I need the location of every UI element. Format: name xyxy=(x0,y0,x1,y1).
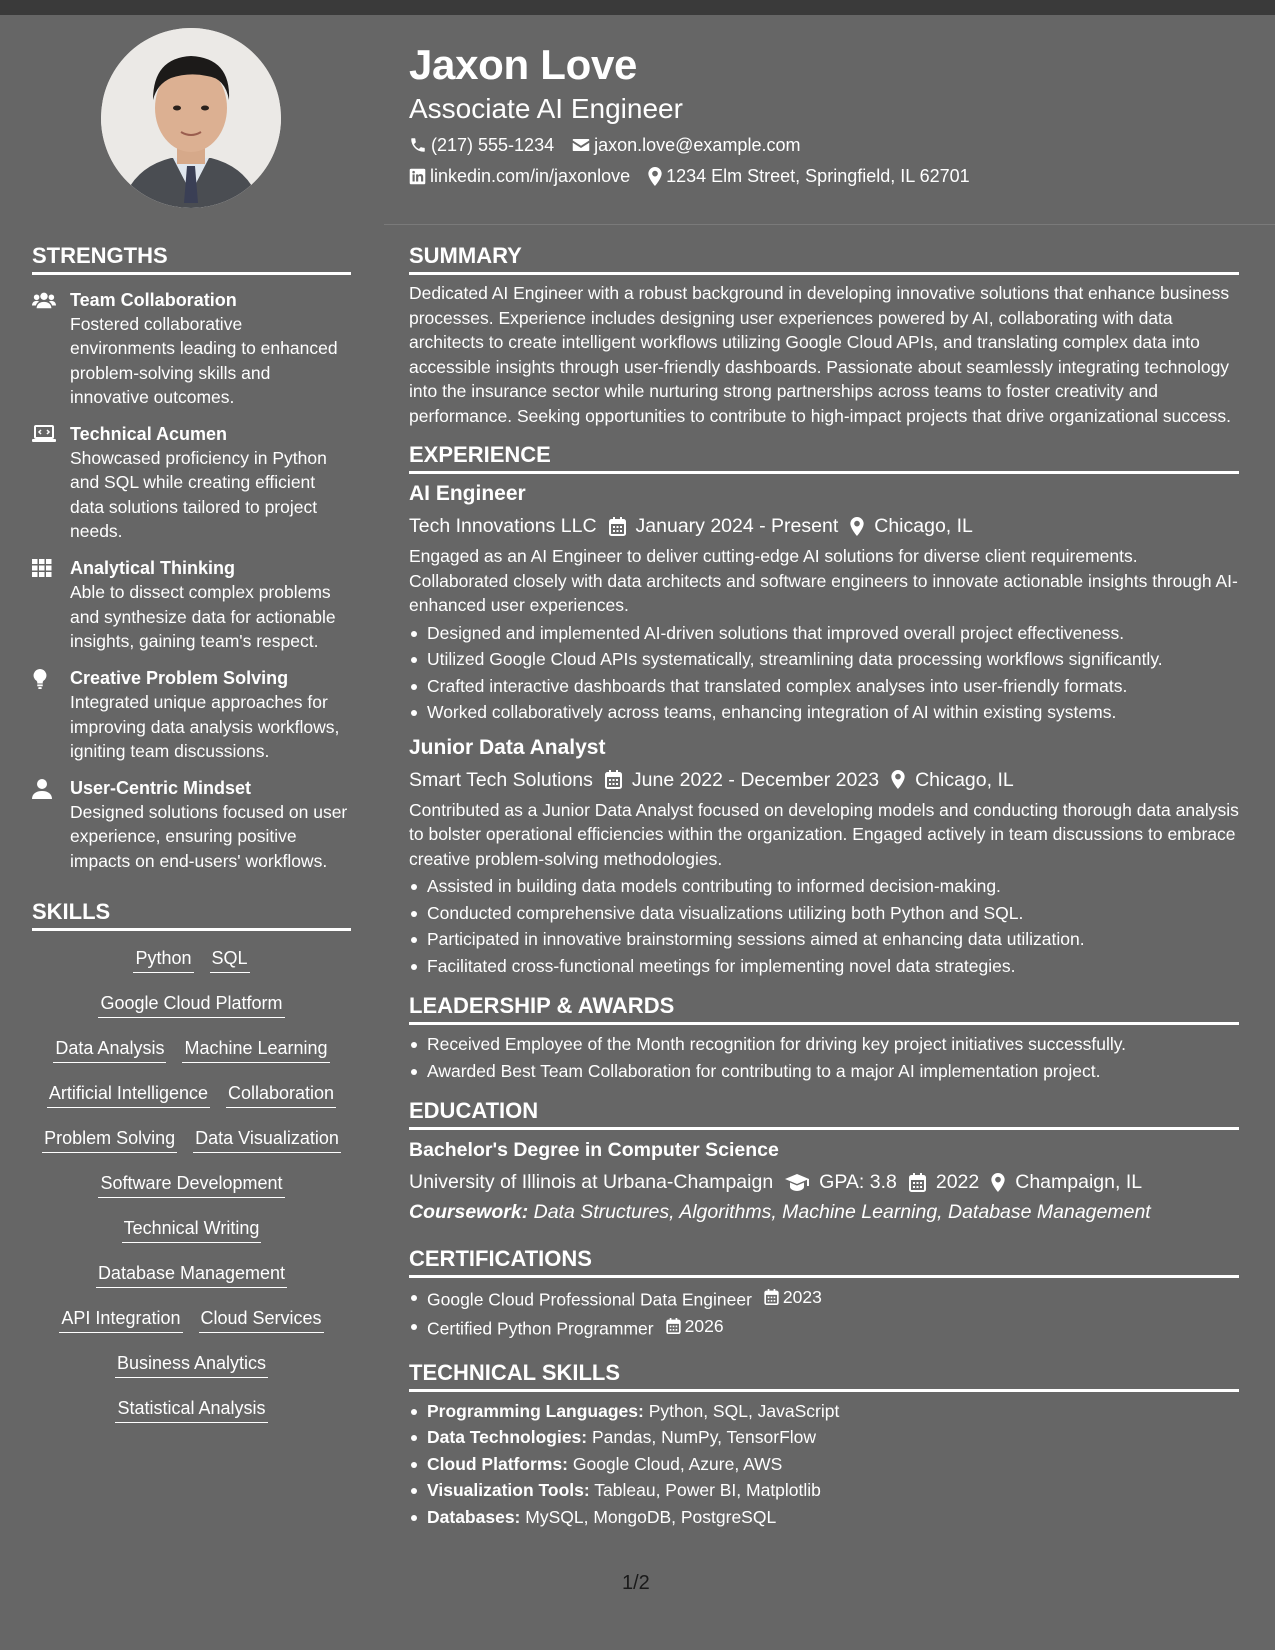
coursework-list: Data Structures, Algorithms, Machine Learning, Database Management xyxy=(533,1201,1151,1223)
strength-item xyxy=(32,288,351,409)
linkedin-text: linkedin.com/in/jaxonlove xyxy=(430,166,631,186)
graduation-year: 2022 xyxy=(935,1171,980,1193)
job-title: AI Engineer xyxy=(409,482,526,505)
phone-text: (217) 555-1234 xyxy=(431,135,555,155)
education-meta xyxy=(409,1168,1239,1196)
tech-skill-label: Cloud Platforms: xyxy=(427,1453,568,1474)
strength-description: Designed solutions focused on user experience, ensuring positive impacts on end-users' workflows. xyxy=(70,802,348,871)
calendar-icon xyxy=(764,1289,779,1305)
left-column xyxy=(32,243,351,1432)
calendar-icon xyxy=(909,1173,926,1192)
skill-tag: Collaboration xyxy=(226,1081,336,1108)
strength-description: Able to dissect complex problems and synthesize data for actionable insights, gaining team's respect. xyxy=(70,582,336,651)
skill-tag: Cloud Services xyxy=(199,1306,324,1333)
list-item xyxy=(409,1451,1239,1478)
leadership-heading: LEADERSHIP & AWARDS xyxy=(409,993,1239,1025)
list-item xyxy=(409,1477,1239,1504)
skill-tag: API Integration xyxy=(59,1306,182,1333)
gpa: GPA: 3.8 xyxy=(819,1171,897,1193)
skill-tag: Technical Writing xyxy=(122,1216,262,1243)
list-item: Participated in innovative brainstorming sessions aimed at enhancing data utilization. xyxy=(409,926,1239,953)
list-item: Facilitated cross-functional meetings for implementing novel data strategies. xyxy=(409,953,1239,980)
skill-tag: Data Analysis xyxy=(53,1036,166,1063)
job-meta xyxy=(409,512,1239,540)
phone-icon xyxy=(409,136,427,154)
linkedin-contact[interactable] xyxy=(409,165,630,187)
leadership-list xyxy=(409,1031,1239,1084)
skill-tag: Statistical Analysis xyxy=(115,1396,267,1423)
cert-year: 2023 xyxy=(782,1287,822,1307)
strength-description: Showcased proficiency in Python and SQL while creating efficient data solutions tailored to project needs. xyxy=(70,448,327,542)
right-column xyxy=(409,243,1239,1530)
job-description: Contributed as a Junior Data Analyst focused on developing models and conducting thorough data analysis to bolster operational efficiencies within the organization. Engaged actively in team discussions to embrace creative problem-solving methodologies. xyxy=(409,799,1239,869)
summary-text: Dedicated AI Engineer with a robust background in developing innovative solutions that enhance business processes. Experience includes designing user experiences powered by AI, collaborating with data architects to create intelligent workflows utilizing Google Cloud APIs, and translating complex data into accessible insights through user-friendly dashboards. Passionate about seamlessly integrating technology into the insurance sector while nurturing strong partnerships across teams to foster creativity and performance. Seeking opportunities to contribute to high-impact projects that drive organizational success. xyxy=(409,283,1231,426)
school-location: Champaign, IL xyxy=(1015,1171,1143,1193)
users-icon xyxy=(32,291,56,309)
top-bar xyxy=(0,0,1275,15)
skill-tag: Python xyxy=(133,946,193,973)
tech-skill-value: Google Cloud, Azure, AWS xyxy=(572,1453,783,1474)
degree-title: Bachelor's Degree in Computer Science xyxy=(409,1139,779,1161)
skill-tag: Artificial Intelligence xyxy=(47,1081,210,1108)
strength-description: Fostered collaborative environments leading to enhanced problem-solving skills and innovative outcomes. xyxy=(70,314,338,407)
skill-tag: Data Visualization xyxy=(193,1126,341,1153)
graduation-cap-icon xyxy=(785,1174,809,1191)
calendar-icon xyxy=(609,517,626,536)
email-contact[interactable] xyxy=(572,134,800,156)
strength-title: Creative Problem Solving xyxy=(70,668,289,689)
user-icon xyxy=(32,779,52,799)
map-pin-icon xyxy=(648,167,662,186)
map-pin-icon xyxy=(991,1173,1005,1192)
header-divider xyxy=(384,224,1275,225)
address-text: 1234 Elm Street, Springfield, IL 62701 xyxy=(666,166,970,186)
tech-skill-value: Python, SQL, JavaScript xyxy=(648,1400,840,1421)
skill-tag: Google Cloud Platform xyxy=(98,991,284,1018)
job-location: Chicago, IL xyxy=(874,515,973,537)
technical-skills-list xyxy=(409,1398,1239,1531)
calendar-icon xyxy=(605,770,622,789)
job-location: Chicago, IL xyxy=(915,768,1014,791)
skills-list xyxy=(32,937,351,1432)
certifications-heading: CERTIFICATIONS xyxy=(409,1246,1239,1278)
strength-title: Analytical Thinking xyxy=(70,558,236,579)
page-indicator: 1/2 xyxy=(622,1572,650,1594)
experience-heading: EXPERIENCE xyxy=(409,442,1239,474)
technical-skills-heading: TECHNICAL SKILLS xyxy=(409,1360,1239,1392)
candidate-name: Jaxon Love xyxy=(409,41,638,88)
list-item xyxy=(409,1284,1239,1313)
tech-skill-label: Databases: xyxy=(427,1506,521,1527)
map-pin-icon xyxy=(850,517,864,536)
strength-title: Team Collaboration xyxy=(70,290,237,310)
phone-contact[interactable] xyxy=(409,134,554,156)
skill-tag: SQL xyxy=(210,946,250,973)
cert-year: 2026 xyxy=(684,1315,724,1336)
map-pin-icon xyxy=(891,770,905,789)
tech-skill-label: Visualization Tools: xyxy=(427,1480,590,1500)
linkedin-icon xyxy=(409,168,426,185)
strength-title: User-Centric Mindset xyxy=(70,778,252,799)
coursework-label: Coursework: xyxy=(409,1201,529,1223)
job-description: Engaged as an AI Engineer to deliver cutting-edge AI solutions for diverse client requirements. Collaborated closely with data architects and software engineers to innovate actionable insights through AI-enhanced user experiences. xyxy=(409,546,1238,615)
list-item: Assisted in building data models contributing to informed decision-making. xyxy=(409,873,1239,900)
list-item: Conducted comprehensive data visualizations utilizing both Python and SQL. xyxy=(409,900,1239,927)
job-company: Smart Tech Solutions xyxy=(409,768,593,791)
coursework xyxy=(409,1198,1239,1226)
cert-name: Google Cloud Professional Data Engineer xyxy=(427,1289,752,1310)
tech-skill-label: Programming Languages: xyxy=(427,1400,644,1421)
certifications-list xyxy=(409,1284,1239,1342)
strengths-heading: STRENGTHS xyxy=(32,243,351,275)
job-title: Junior Data Analyst xyxy=(409,735,606,759)
skill-tag: Machine Learning xyxy=(182,1036,329,1063)
profile-photo xyxy=(101,28,281,208)
skill-tag: Software Development xyxy=(98,1171,284,1198)
candidate-title: Associate AI Engineer xyxy=(409,93,683,124)
summary-heading: SUMMARY xyxy=(409,243,1239,275)
job-company: Tech Innovations LLC xyxy=(409,515,597,537)
skill-tag: Database Management xyxy=(96,1261,287,1288)
tech-skill-value: Pandas, NumPy, TensorFlow xyxy=(592,1427,817,1447)
list-item: Crafted interactive dashboards that translated complex analyses into user-friendly formats. xyxy=(409,673,1239,700)
list-item: Designed and implemented AI-driven solutions that improved overall project effectiveness. xyxy=(409,620,1239,647)
school-name: University of Illinois at Urbana-Champaign xyxy=(409,1171,774,1193)
laptop-code-icon xyxy=(32,425,56,443)
list-item: Worked collaboratively across teams, enhancing integration of AI within existing systems. xyxy=(409,699,1239,726)
job-dates: January 2024 - Present xyxy=(635,515,839,537)
skill-tag: Problem Solving xyxy=(42,1126,177,1153)
calendar-icon xyxy=(666,1318,681,1334)
list-item: Received Employee of the Month recognition for driving key project initiatives successfully. xyxy=(409,1031,1239,1058)
strength-item xyxy=(32,776,351,873)
address-contact xyxy=(648,165,970,187)
email-text: jaxon.love@example.com xyxy=(594,135,801,155)
list-item xyxy=(409,1504,1239,1531)
strength-item xyxy=(32,422,351,543)
cert-name: Certified Python Programmer xyxy=(427,1318,654,1338)
tech-skill-value: MySQL, MongoDB, PostgreSQL xyxy=(525,1506,777,1527)
list-item: Awarded Best Team Collaboration for contributing to a major AI implementation project. xyxy=(409,1058,1239,1085)
envelope-icon xyxy=(572,137,590,153)
skills-heading: SKILLS xyxy=(32,899,351,931)
education-heading: EDUCATION xyxy=(409,1098,1239,1130)
tech-skill-label: Data Technologies: xyxy=(427,1427,588,1447)
lightbulb-icon xyxy=(32,669,48,689)
skill-tag: Business Analytics xyxy=(115,1351,268,1378)
job-dates: June 2022 - December 2023 xyxy=(631,768,880,791)
list-item: Utilized Google Cloud APIs systematically, streamlining data processing workflows significantly. xyxy=(409,646,1239,673)
list-item xyxy=(409,1313,1239,1342)
strength-item xyxy=(32,556,351,653)
resume-header xyxy=(409,40,1249,187)
list-item xyxy=(409,1424,1239,1451)
tech-skill-value: Tableau, Power BI, Matplotlib xyxy=(594,1480,821,1500)
strength-item xyxy=(32,666,351,763)
job-bullets xyxy=(409,873,1239,979)
job-bullets xyxy=(409,620,1239,726)
grid-icon xyxy=(32,559,52,577)
strength-title: Technical Acumen xyxy=(70,424,228,445)
list-item xyxy=(409,1398,1239,1425)
job-meta xyxy=(409,766,1239,794)
strength-description: Integrated unique approaches for improving data analysis workflows, igniting team discussions. xyxy=(70,692,340,761)
